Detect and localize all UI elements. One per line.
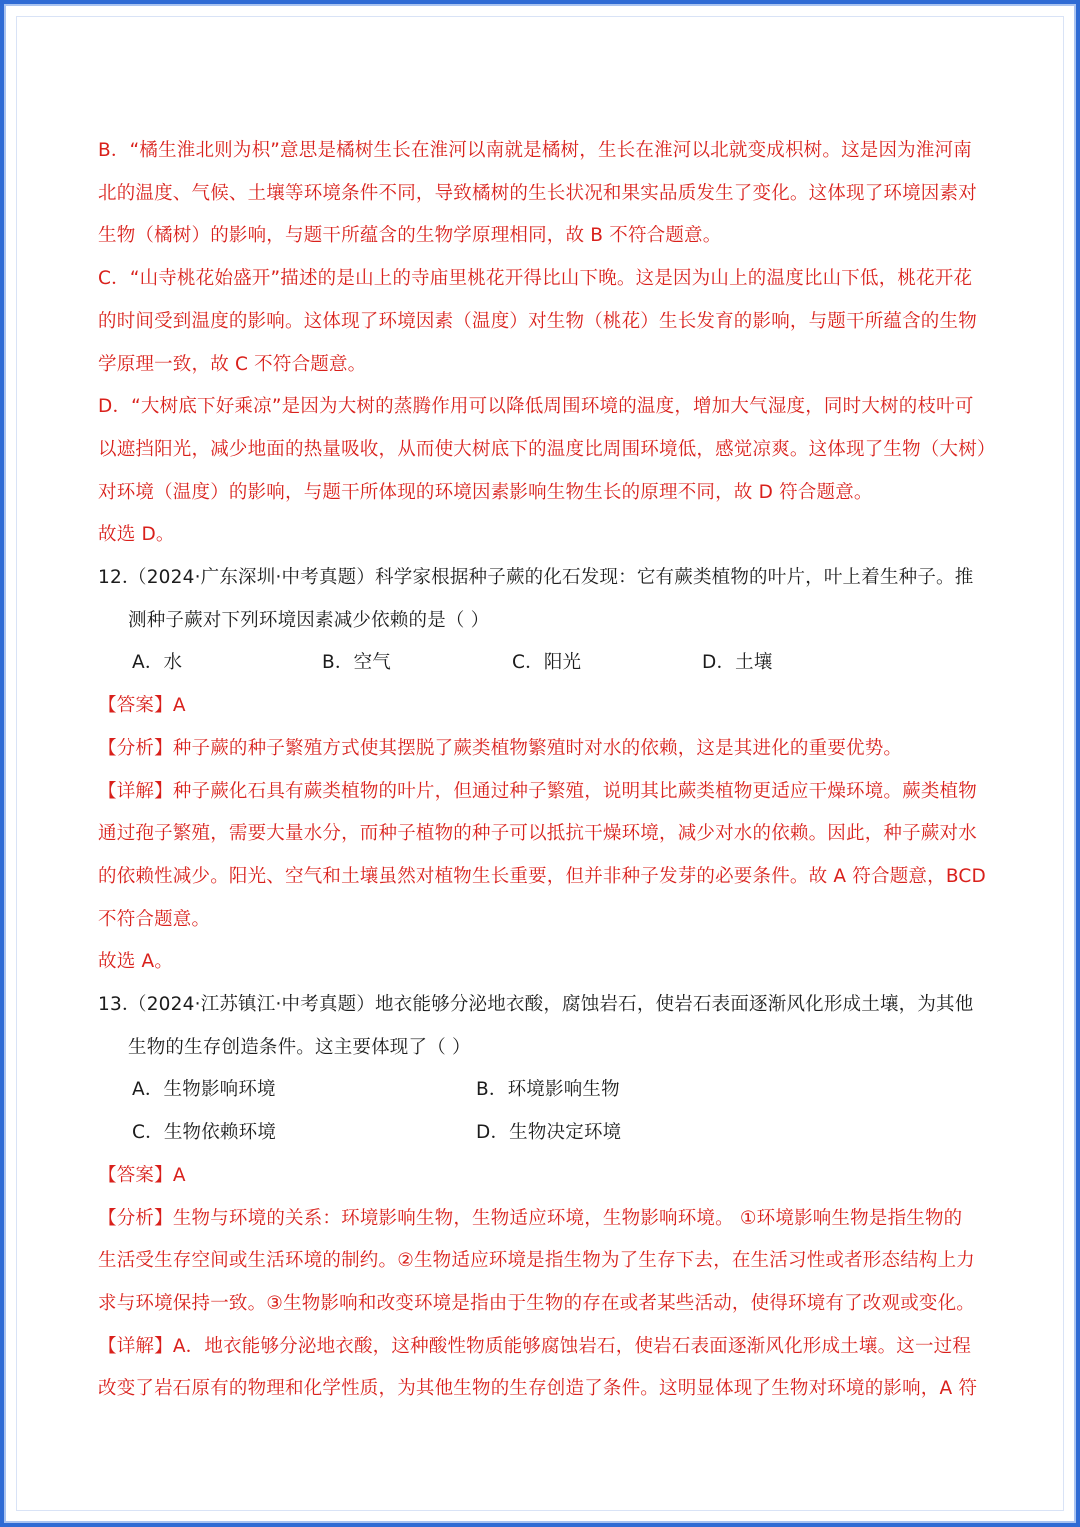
text-line: 生物与环境的关系：环境影响生物，生物适应环境，生物影响环境。 ①环境影响生物是指生物的 bbox=[172, 1207, 963, 1229]
question-13-options-row-1 bbox=[98, 1069, 998, 1112]
answer-tag: 【答案】 bbox=[98, 1164, 173, 1186]
detail-tag: 【详解】 bbox=[98, 780, 173, 802]
analysis-block bbox=[98, 1198, 998, 1326]
question-13 bbox=[98, 984, 998, 1069]
question-stem: （2024·江苏镇江·中考真题）地衣能够分泌地衣酸，腐蚀岩石，使岩石表面逐渐风化形成土壤，为其他 bbox=[128, 994, 974, 1016]
option-a: A．生物影响环境 bbox=[132, 1079, 276, 1101]
text-line: 对环境（温度）的影响，与题干所体现的环境因素影响生物生长的原理不同，故 D 符合题意。 bbox=[98, 481, 873, 503]
text-line: 改变了岩石原有的物理和化学性质，为其他生物的生存创造了条件。这明显体现了生物对环境的影响，A 符 bbox=[98, 1378, 978, 1400]
text-line: B．“橘生淮北则为枳”意思是橘树生长在淮河以南就是橘树，生长在淮河以北就变成枳树。这是因为淮河南 bbox=[98, 140, 972, 161]
question-13-options-row-2 bbox=[98, 1112, 998, 1155]
option-b: B．空气 bbox=[322, 652, 391, 674]
question-stem-continued: 测种子蕨对下列环境因素减少依赖的是（ ） bbox=[128, 609, 490, 631]
text-line: 生活受生存空间或生活环境的制约。②生物适应环境是指生物为了生存下去，在生活习性或者形态结构上力 bbox=[98, 1250, 975, 1272]
option-b: B．环境影响生物 bbox=[476, 1079, 620, 1101]
text-line: 求与环境保持一致。③生物影响和改变环境是指由于生物的存在或者某些活动，使得环境有了改观或变化。 bbox=[98, 1292, 975, 1314]
analysis-line bbox=[98, 728, 998, 771]
analysis-tag: 【分析】 bbox=[98, 1207, 173, 1229]
text-line: 生物（橘树）的影响，与题干所蕴含的生物学原理相同，故 B 不符合题意。 bbox=[98, 225, 722, 247]
explanation-option-d bbox=[98, 386, 998, 514]
explanation-option-b bbox=[98, 130, 998, 258]
option-d: D．土壤 bbox=[702, 652, 773, 674]
answer-line bbox=[98, 1155, 998, 1198]
text-line: 学原理一致，故 C 不符合题意。 bbox=[98, 353, 367, 375]
detail-tag: 【详解】 bbox=[98, 1335, 173, 1357]
option-c: C．生物依赖环境 bbox=[132, 1122, 277, 1144]
question-12 bbox=[98, 557, 998, 642]
question-12-options bbox=[98, 642, 998, 685]
text-line: 的时间受到温度的影响。这体现了环境因素（温度）对生物（桃花）生长发育的影响，与题干所蕴含的生物 bbox=[98, 310, 977, 332]
question-number: 12． bbox=[98, 567, 141, 589]
answer-tag: 【答案】 bbox=[98, 695, 173, 717]
text-line: A．地衣能够分泌地衣酸，这种酸性物质能够腐蚀岩石，使岩石表面逐渐风化形成土壤。这一过程 bbox=[172, 1335, 972, 1357]
answer-line bbox=[98, 685, 998, 728]
option-c: C．阳光 bbox=[512, 652, 582, 674]
answer-value: A bbox=[172, 1164, 186, 1186]
text-line: 以遮挡阳光，减少地面的热量吸收，从而使大树底下的温度比周围环境低，感觉凉爽。这体现了生物（大树） bbox=[98, 438, 996, 460]
text-line: C．“山寺桃花始盛开”描述的是山上的寺庙里桃花开得比山下晚。这是因为山上的温度比山下低，桃花开花 bbox=[98, 268, 973, 290]
question-stem: （2024·广东深圳·中考真题）科学家根据种子蕨的化石发现：它有蕨类植物的叶片，叶上着生种子。推 bbox=[128, 567, 974, 589]
text-line: 通过孢子繁殖，需要大量水分，而种子植物的种子可以抵抗干燥环境，减少对水的依赖。因此，种子蕨对水 bbox=[98, 823, 977, 845]
detail-block bbox=[98, 1326, 998, 1411]
text-line: 不符合题意。 bbox=[98, 908, 211, 930]
question-stem-continued: 生物的生存创造条件。这主要体现了（ ） bbox=[128, 1036, 471, 1058]
text-line: D．“大树底下好乘凉”是因为大树的蒸腾作用可以降低周围环境的温度，增加大气湿度，同时大树的枝叶可 bbox=[98, 396, 974, 418]
option-d: D．生物决定环境 bbox=[476, 1122, 622, 1144]
final-choice: 故选 D。 bbox=[98, 524, 175, 546]
detail-block bbox=[98, 771, 998, 942]
final-choice: 故选 A。 bbox=[98, 951, 174, 973]
document-page bbox=[98, 130, 998, 1411]
text-line: 种子蕨化石具有蕨类植物的叶片，但通过种子繁殖，说明其比蕨类植物更适应干燥环境。蕨类植物 bbox=[172, 780, 977, 802]
explanation-option-c bbox=[98, 258, 998, 386]
question-number: 13． bbox=[98, 994, 141, 1016]
analysis-tag: 【分析】 bbox=[98, 737, 173, 759]
option-a: A．水 bbox=[132, 652, 183, 674]
text-line: 的依赖性减少。阳光、空气和土壤虽然对植物生长重要，但并非种子发芽的必要条件。故 A 符合题意，BCD bbox=[98, 865, 986, 887]
analysis-text: 种子蕨的种子繁殖方式使其摆脱了蕨类植物繁殖时对水的依赖，这是其进化的重要优势。 bbox=[172, 737, 903, 759]
text-line: 北的温度、气候、土壤等环境条件不同，导致橘树的生长状况和果实品质发生了变化。这体现了环境因素对 bbox=[98, 182, 977, 204]
answer-value: A bbox=[172, 695, 186, 717]
